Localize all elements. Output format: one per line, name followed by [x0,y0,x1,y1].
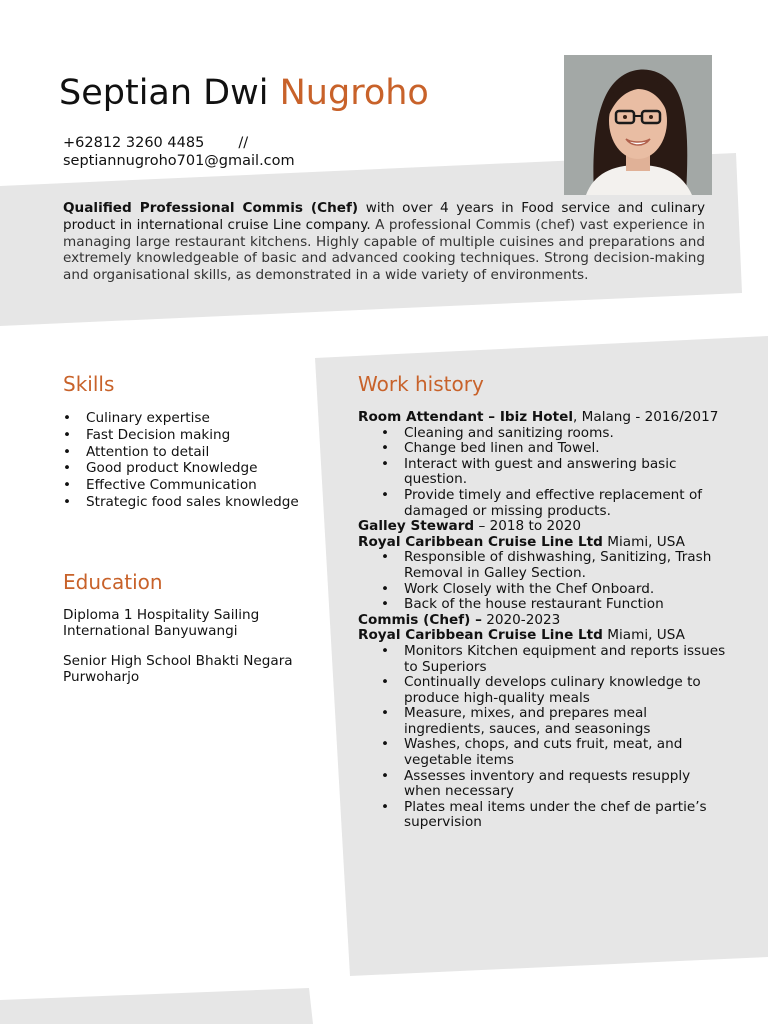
last-name: Nugroho [279,73,429,113]
candidate-name [59,73,429,113]
work-history-heading: Work history [358,372,484,396]
job-company: Royal Caribbean Cruise Line Ltd [358,533,603,550]
duty-item: • Assesses inventory and requests resupply when necessary [358,769,728,800]
phone-number: +62812 3260 4485 [63,135,205,151]
job-heading [358,613,728,629]
duty-item: • Cleaning and sanitizing rooms. [358,426,728,442]
duty-item: • Change bed linen and Towel. [358,441,728,457]
skill-item: • Good product Knowledge [63,460,303,477]
professional-summary [63,200,705,296]
summary-part-2: A professional Commis (chef) vast experience in managing large restaurant kitchens. Highly capable of multiple cuisines and preparations and extremely knowledgeable of basic and advanced cooking techniques. Strong decision-making and organisational skills, as demonstrated in a wide variety of environments. [63,216,706,284]
job-location: Miami, USA [602,627,685,644]
job-role: Galley Steward [358,518,475,535]
job-role: Commis (Chef) – [358,611,482,628]
duty-item: • Washes, chops, and cuts fruit, meat, and vegetable items [358,737,728,768]
duty-item: • Work Closely with the Chef Onboard. [358,582,728,598]
job-detail: , Malang - 2016/2017 [573,409,719,425]
email-address: septiannugroho701@gmail.com [63,153,295,169]
job-company-line [358,535,728,551]
duty-item: • Back of the house restaurant Function [358,597,728,613]
job-heading [358,519,728,535]
duty-item: • Interact with guest and answering basic question. [358,457,728,488]
job-duties [358,426,728,520]
skill-item: • Culinary expertise [63,410,303,427]
skills-heading: Skills [63,372,115,396]
job-duties [358,550,728,612]
skill-item: • Attention to detail [63,444,303,461]
education-item: Senior High School Bhakti Negara Purwoharjo [63,653,293,685]
job-company: Royal Caribbean Cruise Line Ltd [358,627,603,644]
summary-lead: Qualified Professional Commis (Chef) [63,200,359,216]
job-period: 2020-2023 [481,611,561,628]
job-company: Ibiz Hotel [499,409,573,425]
job-company-line [358,628,728,644]
job-location: Miami, USA [602,533,685,550]
work-history [358,410,728,831]
job-role: Room Attendant [358,409,484,425]
skill-item: • Strategic food sales knowledge [63,494,303,511]
job-heading [358,410,728,426]
education-heading: Education [63,570,163,594]
duty-item: • Plates meal items under the chef de partie’s supervision [358,800,728,831]
skills-list [63,410,303,511]
job-dash: – [483,409,500,425]
duty-item: • Monitors Kitchen equipment and reports issues to Superiors [358,644,728,675]
duty-item: • Provide timely and effective replacement of damaged or missing products. [358,488,728,519]
duty-item: • Responsible of dishwashing, Sanitizing, Trash Removal in Galley Section. [358,550,728,581]
profile-photo [561,52,709,192]
education-item: Diploma 1 Hospitality Sailing International Banyuwangi [63,607,260,639]
duty-item: • Continually develops culinary knowledge to produce high-quality meals [358,675,728,706]
contact-separator: // [238,135,249,151]
first-name: Septian Dwi [59,73,269,113]
job-period: – 2018 to 2020 [474,518,582,535]
duty-item: • Measure, mixes, and prepares meal ingredients, sauces, and seasonings [358,706,728,737]
summary-part-1: with over 4 years in Food service and culinary product in international cruise Line company. [63,200,705,233]
education-list [63,608,303,700]
skill-item: • Fast Decision making [63,427,303,444]
job-duties [358,644,728,831]
skill-item: • Effective Communication [63,477,303,494]
contact-info [63,134,363,169]
profile-photo-illustration [564,55,712,195]
